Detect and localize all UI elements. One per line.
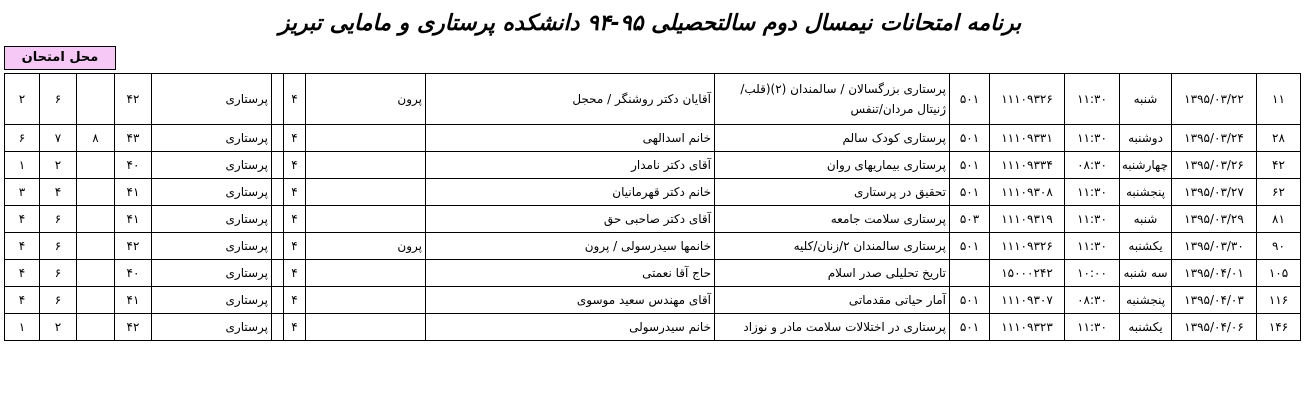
cell-count-1: ۴۱	[115, 287, 152, 314]
cell-field: پرستاری	[152, 287, 272, 314]
cell-extra-instructor	[306, 287, 426, 314]
cell-count-2	[77, 206, 115, 233]
cell-units: ۴	[284, 74, 306, 125]
cell-row-number: ۴۲	[1257, 152, 1301, 179]
cell-extra-instructor: پرون	[306, 233, 426, 260]
table-row	[5, 125, 1301, 152]
cell-course-code: ۱۵۰۰۰۲۴۲	[990, 260, 1065, 287]
cell-empty	[272, 233, 284, 260]
cell-instructor: آقای دکتر صاحبی حق	[426, 206, 715, 233]
cell-course-name: پرستاری سلامت جامعه	[715, 206, 950, 233]
cell-course-code: ۱۱۱۰۹۳۲۳	[990, 314, 1065, 341]
cell-course-name: پرستاری بزرگسالان / سالمندان (۲)(قلب/ ژنیتال مردان/تنفس	[715, 74, 950, 125]
cell-row-number: ۲۸	[1257, 125, 1301, 152]
cell-course-name: تاریخ تحلیلی صدر اسلام	[715, 260, 950, 287]
cell-instructor: آقایان دکتر روشنگر / محجل	[426, 74, 715, 125]
cell-units: ۴	[284, 125, 306, 152]
table-row	[5, 152, 1301, 179]
cell-room: ۵۰۳	[950, 206, 990, 233]
table-row	[5, 260, 1301, 287]
cell-extra-instructor	[306, 206, 426, 233]
cell-count-4: ۲	[5, 74, 40, 125]
exam-schedule-table	[4, 73, 1301, 341]
cell-day: یکشنبه	[1120, 233, 1172, 260]
cell-room: ۵۰۱	[950, 233, 990, 260]
cell-date: ۱۳۹۵/۰۳/۲۴	[1172, 125, 1257, 152]
cell-date: ۱۳۹۵/۰۴/۰۳	[1172, 287, 1257, 314]
cell-count-2	[77, 179, 115, 206]
exam-location-header: محل امتحان	[4, 46, 116, 70]
cell-course-name: پرستاری کودک سالم	[715, 125, 950, 152]
cell-count-4: ۶	[5, 125, 40, 152]
cell-field: پرستاری	[152, 206, 272, 233]
cell-empty	[272, 125, 284, 152]
cell-time: ۱۱:۳۰	[1065, 125, 1120, 152]
cell-course-code: ۱۱۱۰۹۳۳۱	[990, 125, 1065, 152]
cell-instructor: خانم سیدرسولی	[426, 314, 715, 341]
cell-field: پرستاری	[152, 233, 272, 260]
table-row	[5, 314, 1301, 341]
cell-count-3: ۶	[40, 233, 77, 260]
cell-instructor: خانمها سیدرسولی / پرون	[426, 233, 715, 260]
cell-room: ۵۰۱	[950, 179, 990, 206]
table-row	[5, 179, 1301, 206]
cell-count-4: ۱	[5, 152, 40, 179]
cell-time: ۱۱:۳۰	[1065, 179, 1120, 206]
cell-units: ۴	[284, 260, 306, 287]
cell-row-number: ۱۴۶	[1257, 314, 1301, 341]
cell-count-1: ۴۲	[115, 74, 152, 125]
cell-day: پنجشنبه	[1120, 287, 1172, 314]
cell-day: چهارشنبه	[1120, 152, 1172, 179]
cell-room: ۵۰۱	[950, 74, 990, 125]
cell-field: پرستاری	[152, 314, 272, 341]
cell-instructor: آقای مهندس سعید موسوی	[426, 287, 715, 314]
cell-extra-instructor	[306, 125, 426, 152]
cell-count-4: ۴	[5, 233, 40, 260]
cell-count-3: ۶	[40, 287, 77, 314]
cell-date: ۱۳۹۵/۰۴/۰۶	[1172, 314, 1257, 341]
cell-day: پنجشنبه	[1120, 179, 1172, 206]
cell-units: ۴	[284, 179, 306, 206]
cell-units: ۴	[284, 152, 306, 179]
cell-room: ۵۰۱	[950, 287, 990, 314]
cell-units: ۴	[284, 287, 306, 314]
cell-count-3: ۶	[40, 260, 77, 287]
cell-row-number: ۱۰۵	[1257, 260, 1301, 287]
cell-course-code: ۱۱۱۰۹۳۰۸	[990, 179, 1065, 206]
cell-empty	[272, 152, 284, 179]
cell-date: ۱۳۹۵/۰۳/۲۹	[1172, 206, 1257, 233]
cell-room: ۵۰۱	[950, 125, 990, 152]
cell-extra-instructor	[306, 152, 426, 179]
cell-course-name: پرستاری سالمندان ۲/زنان/کلیه	[715, 233, 950, 260]
page-title: برنامه امتحانات نیمسال دوم سالتحصیلی ۹۵-۹۴ دانشکده پرستاری و مامایی تبریز	[278, 11, 1022, 36]
cell-count-2	[77, 233, 115, 260]
cell-course-name: آمار حیاتی مقدماتی	[715, 287, 950, 314]
table-row	[5, 74, 1301, 125]
table-row	[5, 287, 1301, 314]
cell-date: ۱۳۹۵/۰۳/۳۰	[1172, 233, 1257, 260]
cell-time: ۰۸:۳۰	[1065, 152, 1120, 179]
cell-count-4: ۴	[5, 206, 40, 233]
cell-instructor: آقای دکتر نامدار	[426, 152, 715, 179]
cell-count-2	[77, 287, 115, 314]
cell-count-2	[77, 74, 115, 125]
cell-empty	[272, 314, 284, 341]
cell-count-3: ۲	[40, 152, 77, 179]
cell-row-number: ۹۰	[1257, 233, 1301, 260]
cell-extra-instructor	[306, 260, 426, 287]
cell-empty	[272, 260, 284, 287]
cell-count-2	[77, 260, 115, 287]
cell-count-3: ۶	[40, 206, 77, 233]
cell-count-4: ۱	[5, 314, 40, 341]
cell-instructor: خانم دکتر قهرمانیان	[426, 179, 715, 206]
cell-day: شنبه	[1120, 206, 1172, 233]
cell-count-4: ۳	[5, 179, 40, 206]
cell-count-2	[77, 152, 115, 179]
cell-count-3: ۶	[40, 74, 77, 125]
cell-units: ۴	[284, 233, 306, 260]
cell-time: ۱۰:۰۰	[1065, 260, 1120, 287]
cell-day: سه شنبه	[1120, 260, 1172, 287]
cell-date: ۱۳۹۵/۰۳/۲۶	[1172, 152, 1257, 179]
cell-field: پرستاری	[152, 260, 272, 287]
cell-count-3: ۴	[40, 179, 77, 206]
table-row	[5, 206, 1301, 233]
cell-field: پرستاری	[152, 125, 272, 152]
cell-room: ۵۰۱	[950, 314, 990, 341]
cell-course-code: ۱۱۱۰۹۳۲۶	[990, 74, 1065, 125]
cell-field: پرستاری	[152, 152, 272, 179]
cell-count-4: ۴	[5, 260, 40, 287]
cell-time: ۱۱:۳۰	[1065, 314, 1120, 341]
cell-count-1: ۴۱	[115, 179, 152, 206]
cell-units: ۴	[284, 314, 306, 341]
cell-date: ۱۳۹۵/۰۳/۲۷	[1172, 179, 1257, 206]
cell-row-number: ۸۱	[1257, 206, 1301, 233]
cell-day: یکشنبه	[1120, 314, 1172, 341]
cell-count-1: ۴۱	[115, 206, 152, 233]
cell-course-code: ۱۱۱۰۹۳۲۶	[990, 233, 1065, 260]
cell-course-code: ۱۱۱۰۹۳۰۷	[990, 287, 1065, 314]
cell-field: پرستاری	[152, 74, 272, 125]
cell-count-3: ۷	[40, 125, 77, 152]
cell-empty	[272, 287, 284, 314]
cell-room: ۵۰۱	[950, 152, 990, 179]
cell-course-code: ۱۱۱۰۹۳۳۴	[990, 152, 1065, 179]
cell-day: دوشنبه	[1120, 125, 1172, 152]
cell-count-1: ۴۳	[115, 125, 152, 152]
cell-course-code: ۱۱۱۰۹۳۱۹	[990, 206, 1065, 233]
cell-time: ۱۱:۳۰	[1065, 206, 1120, 233]
cell-time: ۱۱:۳۰	[1065, 233, 1120, 260]
cell-time: ۱۱:۳۰	[1065, 74, 1120, 125]
cell-instructor: خانم اسدالهی	[426, 125, 715, 152]
cell-empty	[272, 206, 284, 233]
cell-row-number: ۱۱۶	[1257, 287, 1301, 314]
table-row	[5, 233, 1301, 260]
cell-course-name: پرستاری در اختلالات سلامت مادر و نوزاد	[715, 314, 950, 341]
cell-extra-instructor	[306, 179, 426, 206]
cell-time: ۰۸:۳۰	[1065, 287, 1120, 314]
cell-course-name: تحقیق در پرستاری	[715, 179, 950, 206]
cell-date: ۱۳۹۵/۰۳/۲۲	[1172, 74, 1257, 125]
cell-row-number: ۶۲	[1257, 179, 1301, 206]
cell-course-name: پرستاری بیماریهای روان	[715, 152, 950, 179]
cell-extra-instructor	[306, 314, 426, 341]
cell-count-2: ۸	[77, 125, 115, 152]
cell-day: شنبه	[1120, 74, 1172, 125]
cell-units: ۴	[284, 206, 306, 233]
cell-instructor: حاج آقا نعمتی	[426, 260, 715, 287]
cell-count-3: ۲	[40, 314, 77, 341]
cell-count-1: ۴۲	[115, 314, 152, 341]
cell-empty	[272, 179, 284, 206]
cell-count-2	[77, 314, 115, 341]
cell-row-number: ۱۱	[1257, 74, 1301, 125]
cell-count-1: ۴۲	[115, 233, 152, 260]
cell-count-4: ۴	[5, 287, 40, 314]
cell-count-1: ۴۰	[115, 260, 152, 287]
cell-count-1: ۴۰	[115, 152, 152, 179]
cell-empty	[272, 74, 284, 125]
cell-date: ۱۳۹۵/۰۴/۰۱	[1172, 260, 1257, 287]
cell-room	[950, 260, 990, 287]
cell-extra-instructor: پرون	[306, 74, 426, 125]
cell-field: پرستاری	[152, 179, 272, 206]
